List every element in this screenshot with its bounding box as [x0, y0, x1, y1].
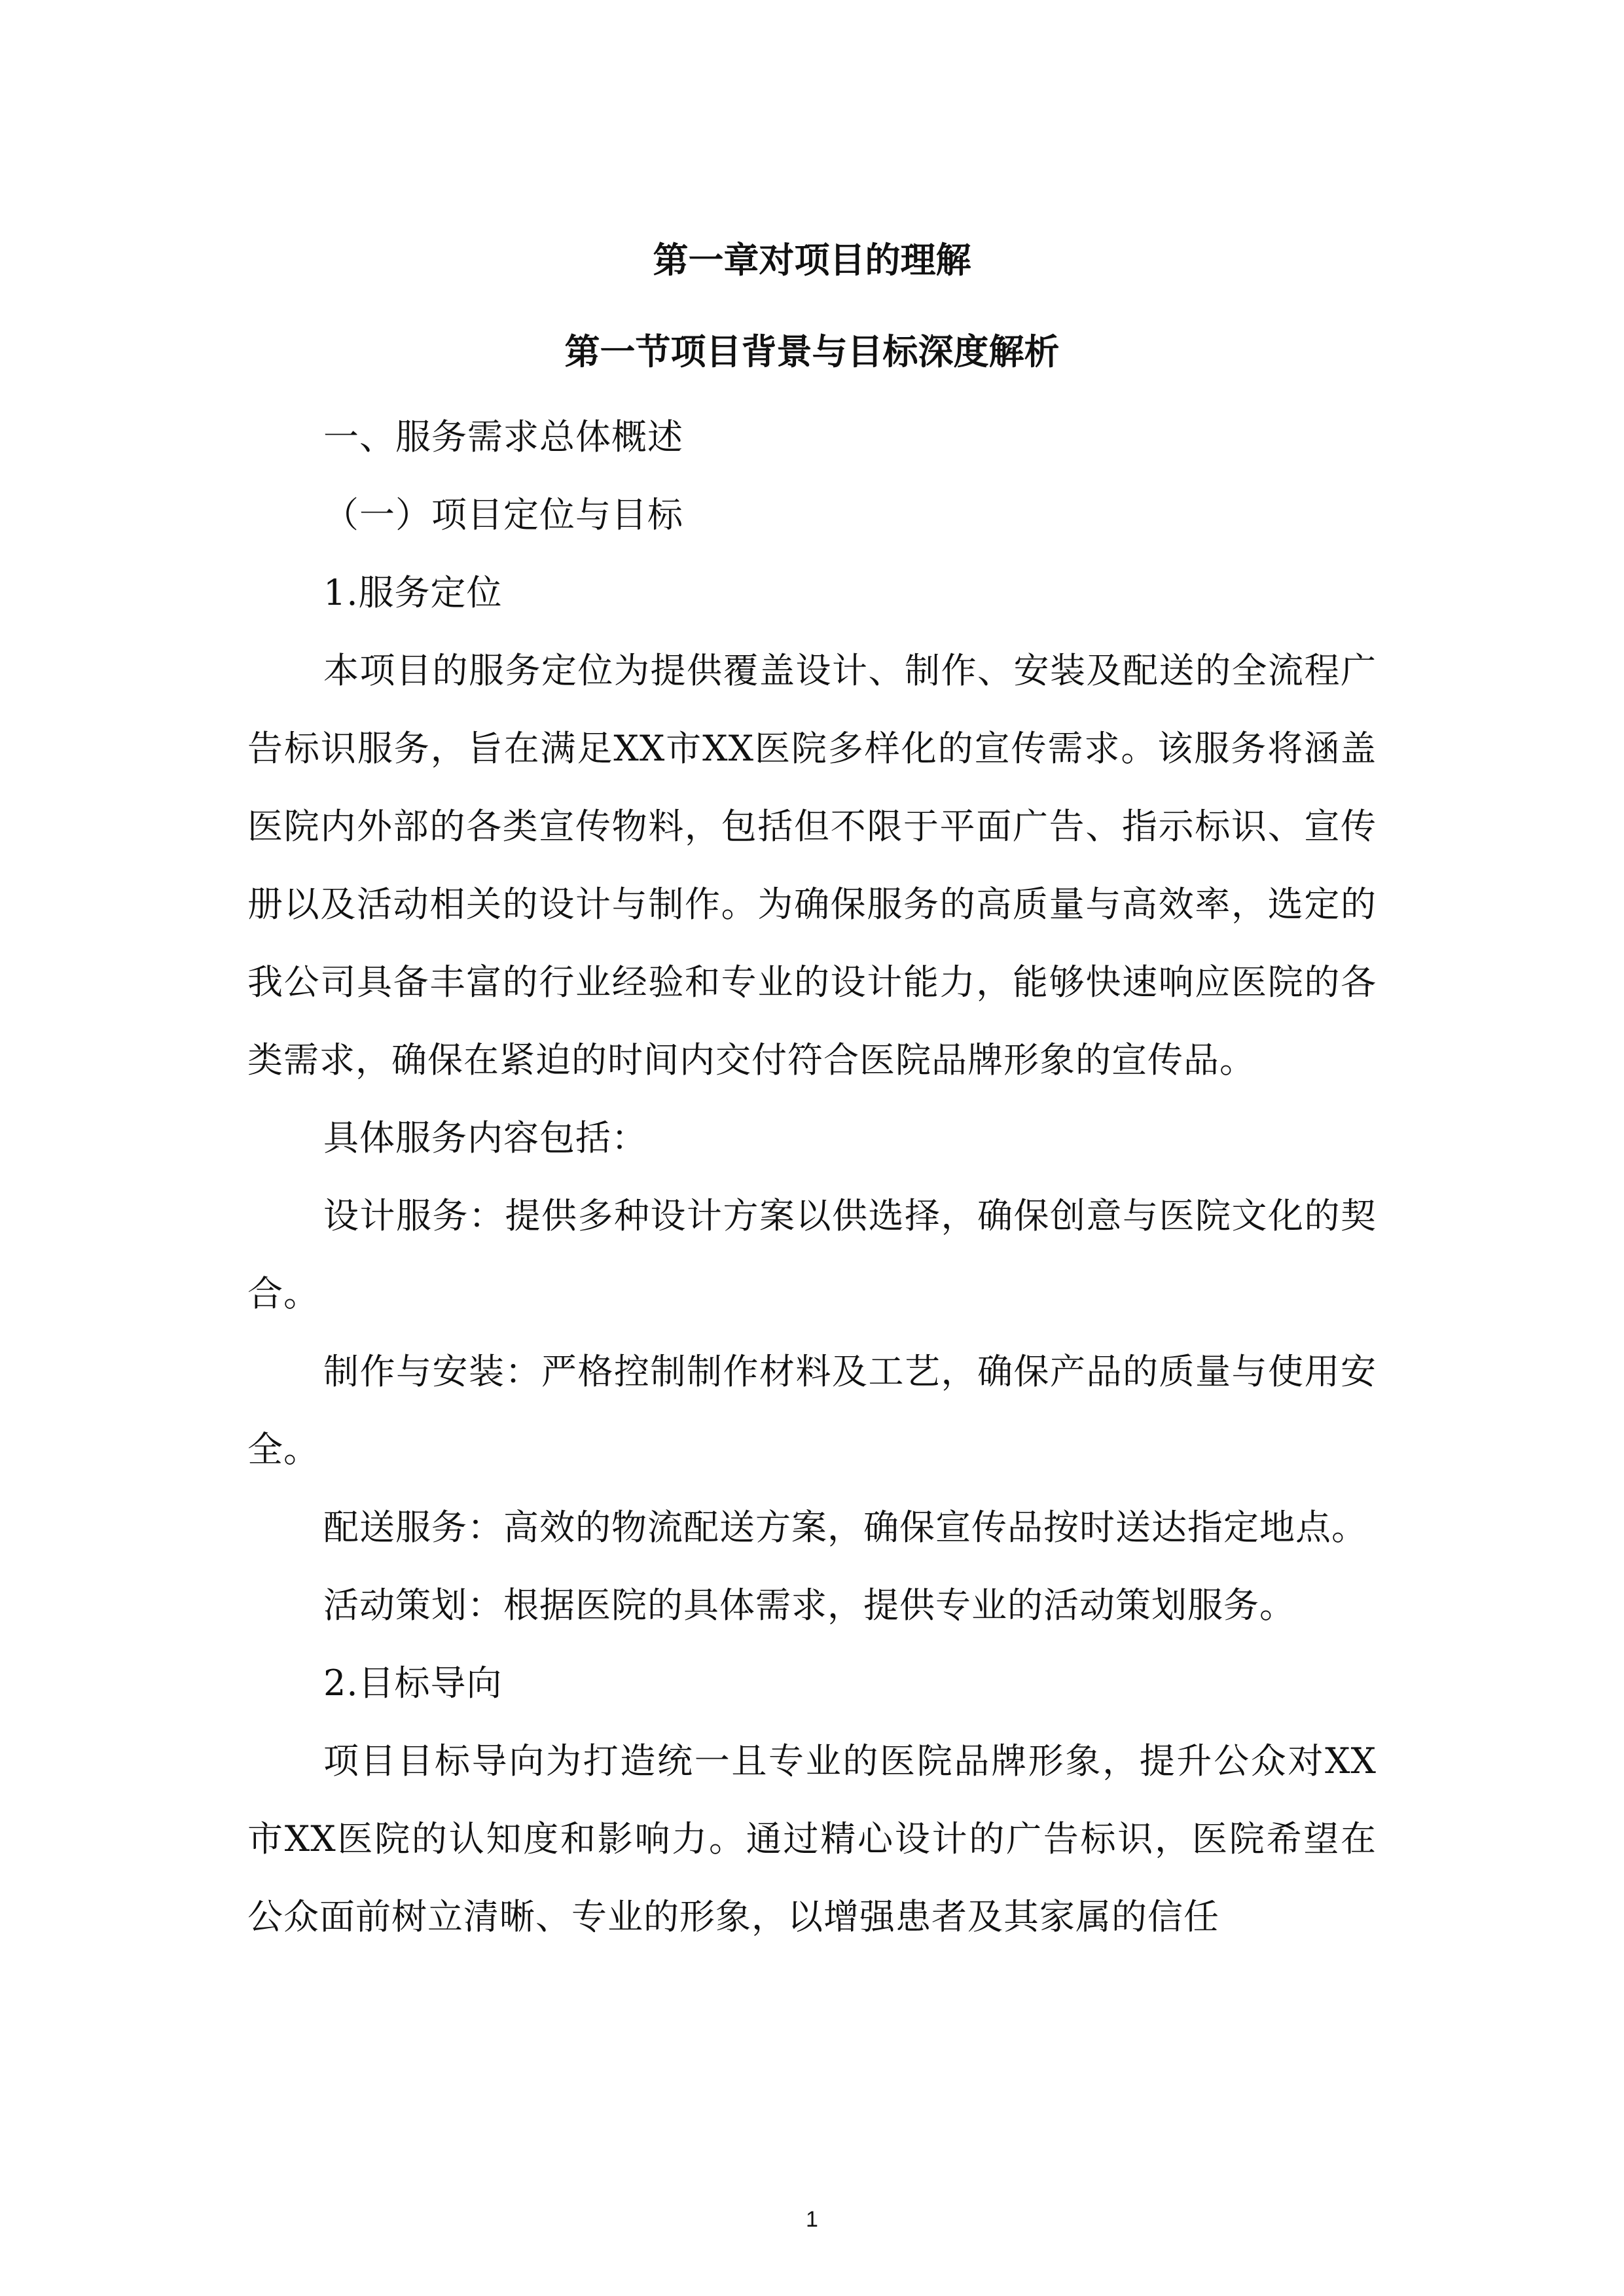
paragraph-service-positioning: 本项目的服务定位为提供覆盖设计、制作、安装及配送的全流程广告标识服务，旨在满足XX市XX医院多样化的宣传需求。该服务将涵盖医院内外部的各类宣传物料，包括但不限于平面广告、指示标识、宣传册以及活动相关的设计与制作。为确保服务的高质量与高效率，选定的我公司具备丰富的行业经验和专业的设计能力，能够快速响应医院的各类需求，确保在紧迫的时间内交付符合医院品牌形象的宣传品。 [247, 650, 1377, 1081]
paragraph-delivery-service: 配送服务：高效的物流配送方案，确保宣传品按时送达指定地点。 [323, 1507, 1367, 1548]
paragraph-goal-orientation: 项目目标导向为打造统一且专业的医院品牌形象，提升公众对XX市XX医院的认知度和影响力。通过精心设计的广告标识，医院希望在公众面前树立清晰、专业的形象，以增强患者及其家属的信任 [247, 1740, 1377, 1937]
heading-goal-orientation: 2.目标导向 [323, 1662, 503, 1704]
heading-service-positioning: 1.服务定位 [323, 572, 503, 613]
paragraph-production-installation: 制作与安装：严格控制制作材料及工艺，确保产品的质量与使用安全。 [247, 1351, 1377, 1470]
heading-positioning-goals: （一）项目定位与目标 [323, 494, 683, 535]
paragraph-design-service: 设计服务：提供多种设计方案以供选择，确保创意与医院文化的契合。 [247, 1195, 1377, 1314]
chapter-title: 第一章对项目的理解 [653, 240, 971, 281]
heading-service-overview: 一、服务需求总体概述 [323, 416, 683, 457]
section-title: 第一节项目背景与目标深度解析 [564, 331, 1060, 372]
page-content [247, 215, 1377, 1956]
paragraph-event-planning: 活动策划：根据医院的具体需求，提供专业的活动策划服务。 [323, 1585, 1295, 1626]
paragraph-service-intro: 具体服务内容包括： [323, 1117, 647, 1158]
page-number: 1 [806, 2207, 818, 2232]
